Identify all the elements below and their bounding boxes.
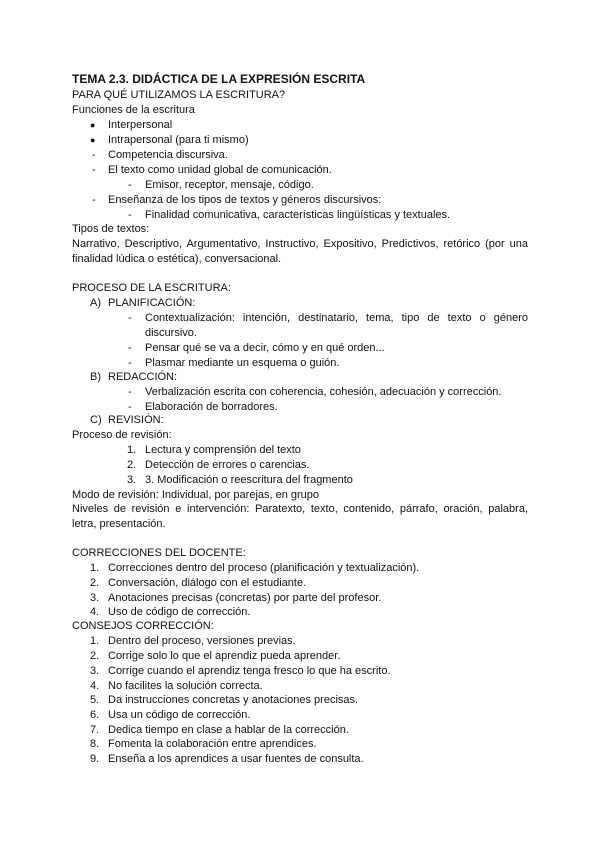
revision-heading: Proceso de revisión: (72, 429, 172, 441)
sub-list-item: Finalidad comunicativa, características lingüísticas y textuales. (145, 209, 451, 221)
revision-step: Detección de errores o carencias. (145, 459, 310, 471)
revision-step: 3. Modificación o reescritura del fragmento (145, 474, 353, 486)
dash-marker: - (128, 209, 132, 221)
list-item: Corrige solo lo que el aprendiz pueda aprender. (108, 650, 341, 662)
page-title: TEMA 2.3. DIDÁCTICA DE LA EXPRESIÓN ESCRITA (72, 72, 366, 86)
list-item: Fomenta la colaboración entre aprendices. (108, 738, 317, 750)
list-item: El texto como unidad global de comunicación. (108, 164, 332, 176)
number-marker: 1. (90, 562, 100, 574)
sub-list-item: Verbalización escrita con coherencia, cohesión, adecuación y corrección. (145, 386, 502, 398)
list-item: No facilites la solución correcta. (108, 680, 263, 692)
list-item: Conversación, diálogo con el estudiante. (108, 577, 307, 589)
niveles-line: Niveles de revisión e intervención: Paratexto, texto, contenido, párrafo, oración, palabra, (72, 503, 528, 515)
number-marker: 2. (90, 577, 100, 589)
number-marker: 8. (90, 738, 100, 750)
list-item: Competencia discursiva. (108, 149, 228, 161)
number-marker: 4. (90, 680, 100, 692)
stage-label: REVISIÓN: (108, 414, 164, 426)
tipos-line: Narrativo, Descriptivo, Argumentativo, Instructivo, Expositivo, Predictivos, retórico (por una (72, 238, 528, 250)
revision-step: Lectura y comprensión del texto (145, 444, 301, 456)
consejos-heading: CONSEJOS CORRECCIÓN: (72, 620, 214, 632)
sub-list-item: Elaboración de borradores. (145, 401, 278, 413)
number-marker: 1. (127, 444, 137, 456)
niveles-line: letra, presentación. (72, 518, 166, 530)
dash-marker: - (128, 179, 132, 191)
correcciones-heading: CORRECCIONES DEL DOCENTE: (72, 547, 246, 559)
list-item: Uso de código de corrección. (108, 606, 251, 618)
list-item: Intrapersonal (para ti mismo) (108, 134, 249, 146)
sub-list-item: Contextualización: intención, destinatario, tema, tipo de texto o género (145, 312, 528, 324)
modo-line: Modo de revisión: Individual, por parejas, en grupo (72, 489, 320, 501)
dash-marker: - (92, 194, 96, 206)
bullet-marker: ● (90, 135, 96, 145)
dash-marker: - (92, 149, 96, 161)
number-marker: 3. (90, 665, 100, 677)
list-item: Usa un código de corrección. (108, 709, 251, 721)
list-item: Corrige cuando el aprendiz tenga fresco lo que ha escrito. (108, 665, 391, 677)
letter-marker: B) (90, 371, 101, 383)
letter-marker: C) (90, 414, 102, 426)
list-item: Da instrucciones concretas y anotaciones precisas. (108, 694, 359, 706)
bullet-marker: ● (90, 120, 96, 130)
number-marker: 7. (90, 724, 100, 736)
proceso-heading: PROCESO DE LA ESCRITURA: (72, 282, 231, 294)
number-marker: 3. (127, 474, 137, 486)
stage-label: REDACCIÓN: (108, 371, 178, 383)
dash-marker: - (92, 164, 96, 176)
sub-list-item: Pensar qué se va a decir, cómo y en qué orden... (145, 342, 385, 354)
dash-marker: - (128, 357, 132, 369)
number-marker: 2. (127, 459, 137, 471)
list-item: Interpersonal (108, 119, 173, 131)
sub-list-item: Plasmar mediante un esquema o guión. (145, 357, 340, 369)
list-item: Enseñanza de los tipos de textos y géneros discursivos: (108, 194, 382, 206)
list-item: Dentro del proceso, versiones previas. (108, 635, 296, 647)
dash-marker: - (128, 401, 132, 413)
dash-marker: - (128, 342, 132, 354)
funciones-heading: Funciones de la escritura (72, 104, 195, 116)
number-marker: 4. (90, 606, 100, 618)
section-subtitle: PARA QUÉ UTILIZAMOS LA ESCRITURA? (72, 89, 286, 101)
dash-marker: - (128, 312, 132, 324)
number-marker: 2. (90, 650, 100, 662)
dash-marker: - (128, 386, 132, 398)
list-item: Dedica tiempo en clase a hablar de la corrección. (108, 724, 349, 736)
number-marker: 9. (90, 753, 100, 765)
number-marker: 5. (90, 694, 100, 706)
number-marker: 1. (90, 635, 100, 647)
list-item: Enseña a los aprendices a usar fuentes de consulta. (108, 753, 364, 765)
sub-list-item: discursivo. (145, 327, 197, 339)
number-marker: 6. (90, 709, 100, 721)
sub-list-item: Emisor, receptor, mensaje, código. (145, 179, 314, 191)
tipos-line: finalidad lúdica o estética), conversacional. (72, 253, 282, 265)
number-marker: 3. (90, 592, 100, 604)
letter-marker: A) (90, 297, 101, 309)
stage-label: PLANIFICACIÓN: (108, 297, 196, 309)
list-item: Correcciones dentro del proceso (planificación y textualización). (108, 562, 420, 574)
list-item: Anotaciones precisas (concretas) por parte del profesor. (108, 592, 382, 604)
tipos-heading: Tipos de textos: (72, 223, 150, 235)
